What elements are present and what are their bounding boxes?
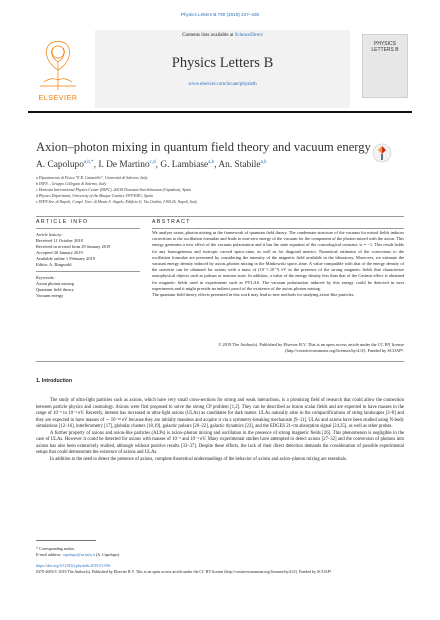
journal-homepage (95, 82, 350, 87)
journal-homepage-link[interactable]: www.elsevier.com/locate/physletb (188, 82, 257, 87)
author-affiliation-marks[interactable]: a,b,* (83, 160, 94, 165)
keyword: Vacuum energy (36, 293, 64, 298)
author-name[interactable]: G. Lambiase (160, 160, 209, 171)
author-name[interactable]: A. Capolupo (36, 160, 84, 171)
cover-title: PHYSICS LETTERS B (371, 41, 399, 53)
author-name[interactable]: An. Stabile (218, 160, 261, 171)
intro-paragraph: A further property of axions and axion-like particles (ALPs) is axion–photon mixing and oscillation in the presence of strong magnetic fields [26]. This phenomenon is negligible in the case of ULAs. However it could be detected for axions with masses of 10⁻³ and 10⁻² eV. Many experimental studies have attempted to detect axions [27–32] and the conversion of photons into axions has also been extensively studied, although without positive results [33–37]. Despite these efforts, the lack of their direct detection demands the consideration of possible experimental setups that could demonstrate the existence of axions and ULAs. (36, 430, 404, 455)
sciencedirect-link[interactable]: ScienceDirect (234, 33, 263, 38)
keywords-rule (36, 271, 140, 272)
journal-reference[interactable]: Physics Letters B 790 (2019) 427–435 (180, 12, 260, 17)
contents-prefix: Contents lists available at (182, 33, 235, 38)
affiliation: e INFN Sez. di Napoli, Compl. Univ. di Monte S. Angelo, Edificio G, Via Cinthia, I-80126, Napoli, Italy (36, 200, 198, 204)
abstract-heading: ABSTRACT (152, 219, 191, 225)
article-info-heading: ARTICLE INFO (36, 219, 89, 225)
footnote-rule (36, 540, 96, 541)
author-list: A. Capolupo$^{a,b,*}$, I. De Martino$^{c,d}$, G. Lambiase$^{a,b}$, An. Stabile$^{a,b}$ (36, 160, 267, 171)
keyword: Axion photon mixing (36, 281, 74, 286)
introduction-body (36, 398, 404, 463)
affiliation: d Physics Department, University of the Basque Country UPV/EHU, Spain (36, 194, 153, 198)
abstract-body (152, 230, 404, 298)
license-note: 0370-2693/© 2019 The Author(s). Published by Elsevier B.V. This is an open access article under the CC BY license (http://creativecommons.org/licenses/by/4.0/). Funded by SCOAP³. (36, 569, 333, 574)
email-label: E-mail address: (36, 552, 63, 557)
keyword: Quantum field theory (36, 287, 74, 292)
abstract-paragraph: We analyze axion–photon mixing in the framework of quantum field theory. The condensate structure of the vacuum for mixed fields induces corrections to the oscillation formulae and leads to non-zero energy of the vacuum for the component of the photon mixed with the axion. This energy generates a new effect of the vacuum polarization and it has the state equation of the cosmological constant, w = −1. This result holds for any homogeneous and isotropic curved space–time, as well as for diagonal metrics. Numerical estimates of the corrections to the oscillation formulae are presented by considering the intensity of the magnetic field available in the laboratory. Moreover, we estimate the vacuum energy density induced by axion–photon mixing in the Minkowski space–time. A value compatible with that of the energy density of the universe can be obtained for axions with a mass of (10⁻³–10⁻²) eV in the presence of the strong magnetic fields that characterize astrophysical objects such as pulsars or neutron stars. In addition, a value of the energy density less than that of the Casimir effect is obtained for magnetic fields used in experiments such as PVLAS. The vacuum polarization induced by this energy could be detected in next experiments and it might provide an indirect proof of the existence of the axion–photon mixing. (152, 230, 404, 291)
history-label: Article history: (36, 232, 63, 237)
abstract-paragraph: The quantum field theory effects presented in this work may lead to new methods for studying axion-like particles. (152, 292, 355, 298)
introduction-heading: 1. Introduction (36, 378, 73, 384)
author-affiliation-marks[interactable]: a,b (208, 160, 215, 165)
abstract-rule (152, 228, 404, 229)
history-line: Available online 1 February 2019 (36, 256, 95, 261)
history-line: Received 11 October 2018 (36, 238, 83, 243)
email-footnote (36, 552, 404, 557)
email-suffix: (A. Capolupo). (94, 552, 120, 557)
affiliation: a Dipartimento di Fisica "E.R. Caianiello", Università di Salerno, Italy (36, 176, 148, 180)
section-divider (36, 216, 404, 217)
email-link[interactable]: capolupo@sa.infn.it (62, 552, 95, 557)
affiliation: b INFN – Gruppo Collegato di Salerno, Italy (36, 182, 107, 186)
author-affiliation-marks[interactable]: a,b (260, 160, 267, 165)
section-divider (36, 361, 404, 362)
intro-paragraph: In addition to the need to detect the presence of axions, complete theoretical understandings of the behavior of axions and axion–photon mixing are essentials. (50, 456, 347, 462)
article-info-rule (36, 228, 140, 229)
elsevier-tree-logo-icon (34, 32, 82, 92)
history-line: Accepted 30 January 2019 (36, 250, 83, 255)
doi-link[interactable]: https://doi.org/10.1016/j.physletb.2019.01.056 (36, 563, 111, 568)
corresponding-author-note: * Corresponding author. (36, 546, 75, 551)
elsevier-wordmark: ELSEVIER (38, 95, 78, 102)
keywords-label: Keywords: (36, 275, 55, 280)
author-name[interactable]: I. De Martino (98, 160, 150, 171)
affiliation: c Donostia International Physics Center (DIPC), 20018 Donostia-San Sebastian (Gipuzkoa), Spain (36, 188, 191, 192)
contents-availability (95, 33, 350, 38)
journal-title: Physics Letters B (171, 55, 274, 71)
author-affiliation-marks[interactable]: c,d (149, 160, 156, 165)
intro-paragraph: The study of ultra-light particles such as axions, which have very small cross-sections for strong and weak interactions, is a promising field of research that could allow the connection between particle physics and cosmology. Axions were first proposed to solve the strong CP problem [1,2]. They can be described as boson scalar fields and are expected to have masses in the range of 10⁻⁶ to 10⁻² eV. Recently, interest has increased in ultra-light axions (ULAs) as candidates for dark matter. ULAs naturally arise in the compactifications of string landscapes [3–8] and they are expected to have masses of ∼ 10⁻²² eV because they are initially massless and acquire it via a symmetry-breaking mechanism [9–11]. ULAs and axions have been studied using N-body simulations [12–16], interferometry [17], globular clusters [18,19], galactic pulsars [20–22], galactic dynamics [23], and the EDGES 21-cm absorption signal [24,25], as well as other probes. (36, 398, 404, 429)
abstract-copyright: © 2019 The Author(s). Published by Elsevier B.V. This is an open access article under the CC BY license (http://creativecommons.org/licenses/by/4.0/). Funded by SCOAP³. (218, 342, 404, 354)
history-line: Received in revised form 29 January 2019 (36, 244, 111, 249)
paper-title: Axion–photon mixing in quantum field theory and vacuum energy (36, 140, 371, 154)
header-divider (28, 111, 412, 113)
journal-cover-thumbnail (362, 34, 408, 98)
history-line: Editor: A. Ringwald (36, 262, 72, 267)
